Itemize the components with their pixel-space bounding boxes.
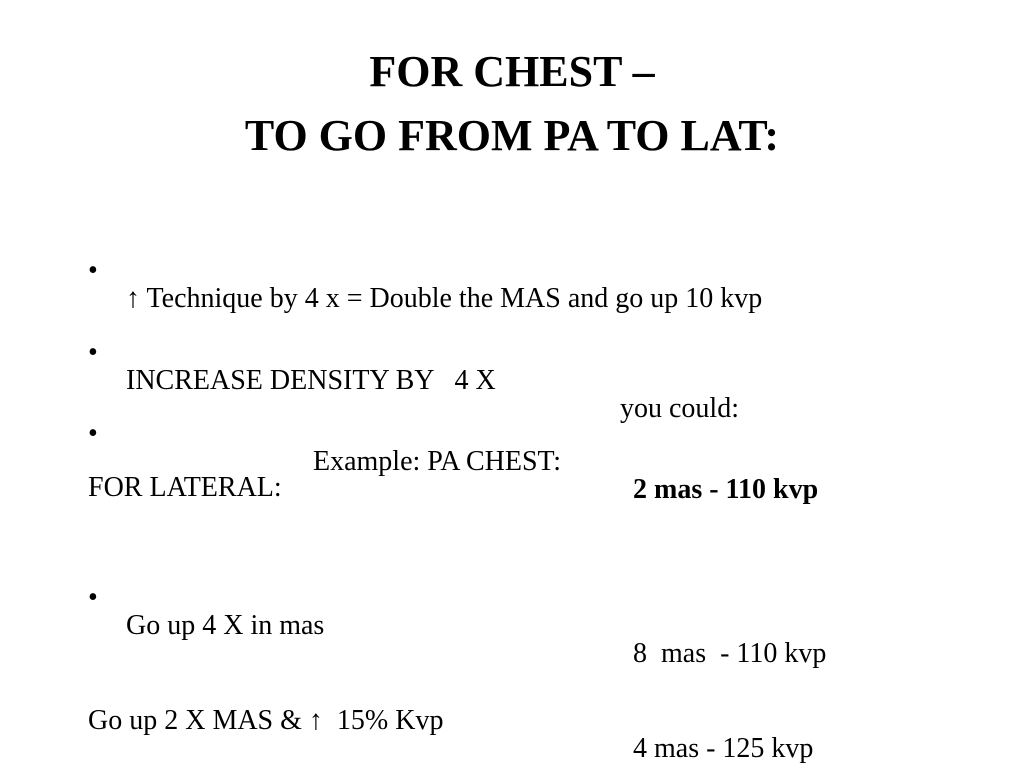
- bullet-go-up-4x: [88, 556, 827, 669]
- bullet-dot: •: [88, 337, 98, 368]
- go-up-2x-line: [88, 679, 814, 764]
- bullet-dot: •: [88, 418, 98, 449]
- go-up-4x-value: 8 mas - 110 kvp: [633, 638, 827, 669]
- increase-density-text: INCREASE DENSITY BY 4 X: [126, 365, 496, 396]
- go-up-2x-text: Go up 2 X MAS & ↑ 15% Kvp: [88, 705, 444, 736]
- go-up-4x-text: Go up 4 X in mas: [126, 610, 325, 641]
- example-value: 2 mas - 110 kvp: [633, 474, 819, 505]
- bullet-dot: •: [88, 255, 98, 286]
- slide-title-line-2: TO GO FROM PA TO LAT:: [244, 111, 780, 160]
- bullet-technique: [88, 229, 763, 314]
- for-lateral-heading: FOR LATERAL:: [88, 472, 282, 503]
- slide-title-line-1: FOR CHEST –: [369, 47, 655, 96]
- bullet-dot: •: [88, 582, 98, 613]
- example-label: Example: PA CHEST:: [313, 446, 562, 477]
- technique-text: ↑ Technique by 4 x = Double the MAS and go up 10 kvp: [126, 283, 763, 314]
- you-could-text: you could:: [620, 393, 739, 424]
- go-up-2x-value: 4 mas - 125 kvp: [633, 733, 814, 764]
